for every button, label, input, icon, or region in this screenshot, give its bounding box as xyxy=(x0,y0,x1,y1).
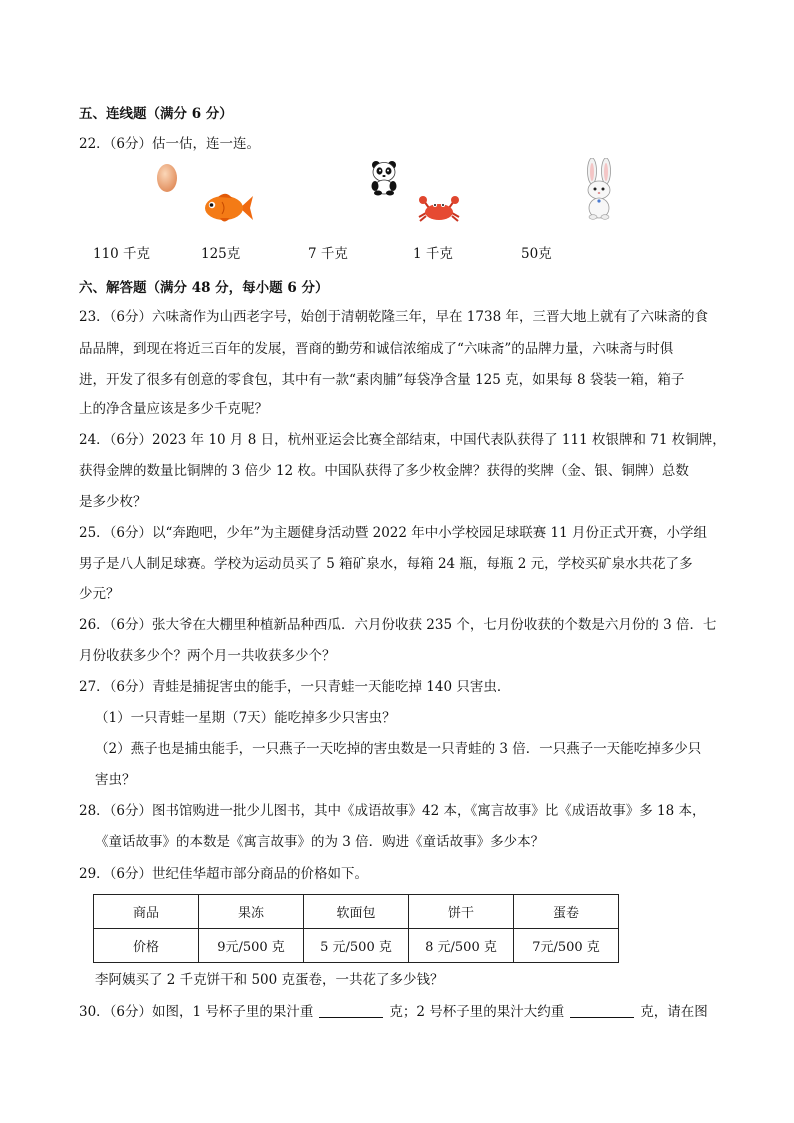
question-26-line: 月份收获多少个？两个月一共收获多少个？ xyxy=(79,648,336,664)
table-cell: 蛋卷 xyxy=(514,895,619,929)
question-23-line: 品品牌，到现在将近三百年的发展，晋商的勤劳和诚信浓缩成了“六味斋”的品牌力量，六味斋与时俱 xyxy=(79,341,674,357)
question-29-intro: 29．（6分）世纪佳华超市部分商品的价格如下。 xyxy=(79,866,369,882)
table-cell: 价格 xyxy=(94,929,199,963)
panda-icon xyxy=(370,160,398,196)
table-cell: 8 元/500 克 xyxy=(409,929,514,963)
question-22: 22．（6分）估一估，连一连。 xyxy=(79,136,261,152)
question-28-line: 《童话故事》的本数是《寓言故事》的为 3 倍．购进《童话故事》多少本？ xyxy=(95,834,545,850)
table-row xyxy=(94,895,619,929)
table-cell: 7元/500 克 xyxy=(514,929,619,963)
question-26-line: 26．（6分）张大爷在大棚里种植新品种西瓜．六月份收获 235 个，七月份收获的个数是六月份的 3 倍．七 xyxy=(79,617,717,633)
question-30-part2: 克；2 号杯子里的果汁大约重 xyxy=(389,1004,565,1020)
weight-label: 7 千克 xyxy=(308,246,348,262)
question-30-part3: 克，请在图 xyxy=(640,1004,708,1020)
table-cell: 商品 xyxy=(94,895,199,929)
rabbit-icon xyxy=(581,158,617,220)
section-heading-5: 五、连线题（满分 6 分） xyxy=(79,106,233,122)
table-row xyxy=(94,929,619,963)
question-25-line: 25．（6分）以“奔跑吧，少年”为主题健身活动暨 2022 年中小学校园足球联赛 11 月份正式开赛，小学组 xyxy=(79,525,708,541)
question-25-line: 少元？ xyxy=(79,586,120,602)
table-cell: 果冻 xyxy=(199,895,304,929)
crab-icon xyxy=(416,195,462,223)
question-29-question: 李阿姨买了 2 千克饼干和 500 克蛋卷，一共花了多少钱？ xyxy=(95,972,444,988)
weight-label: 125克 xyxy=(201,246,241,262)
goldfish-icon xyxy=(200,190,254,226)
weight-label: 50克 xyxy=(521,246,552,262)
question-24-line: 24．（6分）2023 年 10 月 8 日，杭州亚运会比赛全部结束，中国代表队获得了 111 枚银牌和 71 枚铜牌， xyxy=(79,432,726,448)
price-table xyxy=(93,894,619,963)
section-heading-6: 六、解答题（满分 48 分，每小题 6 分） xyxy=(79,280,329,296)
question-24-line: 获得金牌的数量比铜牌的 3 倍少 12 枚。中国队获得了多少枚金牌？获得的奖牌（金、银、铜牌）总数 xyxy=(79,463,689,479)
question-27-line: 27．（6分）青蛙是捕捉害虫的能手，一只青蛙一天能吃掉 140 只害虫． xyxy=(79,679,511,695)
question-27-sub: （2）燕子也是捕虫能手，一只燕子一天吃掉的害虫数是一只青蛙的 3 倍．一只燕子一天能吃掉多少只 xyxy=(95,741,702,757)
question-27-sub: （1）一只青蛙一星期（7天）能吃掉多少只害虫？ xyxy=(95,710,396,726)
table-cell: 饼干 xyxy=(409,895,514,929)
question-23-line: 上的净含量应该是多少千克呢？ xyxy=(79,401,268,417)
question-27-sub: 害虫？ xyxy=(95,772,136,788)
table-cell: 9元/500 克 xyxy=(199,929,304,963)
question-24-line: 是多少枚？ xyxy=(79,494,147,510)
question-25-line: 男子是八人制足球赛。学校为运动员买了 5 箱矿泉水，每箱 24 瓶，每瓶 2 元，学校买矿泉水共花了多 xyxy=(79,556,693,572)
weight-label: 1 千克 xyxy=(413,246,453,262)
answer-blank[interactable] xyxy=(319,1003,383,1018)
question-30-part1: 30．（6分）如图，1 号杯子里的果汁重 xyxy=(79,1004,314,1020)
table-cell: 软面包 xyxy=(304,895,409,929)
question-28-line: 28．（6分）图书馆购进一批少儿图书，其中《成语故事》42 本，《寓言故事》比《成语故事》多 18 本， xyxy=(79,803,706,819)
question-30-line xyxy=(79,1002,719,1022)
weight-label: 110 千克 xyxy=(93,246,151,262)
question-23-line: 23．（6分）六味斋作为山西老字号，始创于清朝乾隆三年，早在 1738 年，三晋大地上就有了六味斋的食 xyxy=(79,309,708,325)
table-cell: 5 元/500 克 xyxy=(304,929,409,963)
egg-icon xyxy=(155,161,179,195)
question-23-line: 进，开发了很多有创意的零食包，其中有一款“素肉脯”每袋净含量 125 克，如果每 8 袋装一箱，箱子 xyxy=(79,372,685,388)
answer-blank[interactable] xyxy=(570,1003,634,1018)
